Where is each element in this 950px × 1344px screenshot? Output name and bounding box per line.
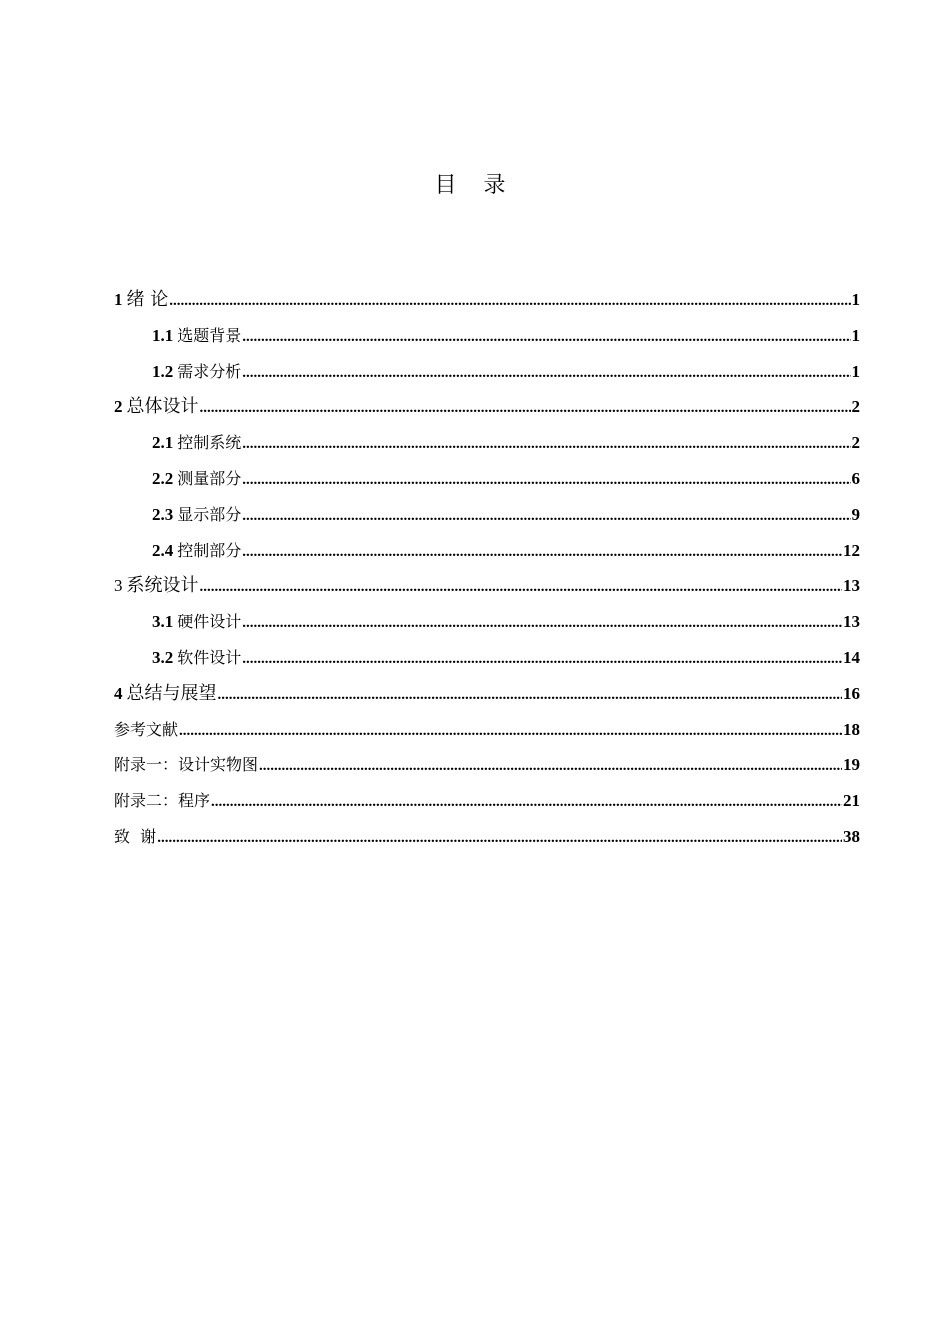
toc-entry-label: 附录一：设计实物图 (114, 755, 259, 775)
dot-leader (169, 284, 850, 320)
toc-entry-label: 附录二：程序 (114, 791, 211, 811)
dot-leader (157, 821, 842, 857)
dot-leader (242, 606, 842, 642)
toc-page-number: 13 (843, 576, 860, 596)
toc-entry-number: 2.2 (152, 468, 174, 488)
toc-entry-label: 显示部分 (177, 504, 242, 524)
toc-page-number: 1 (851, 361, 860, 381)
toc-entry-2-4[interactable] (114, 533, 860, 569)
dot-leader (242, 463, 850, 499)
dot-leader (259, 749, 842, 785)
toc-entry-number: 3 (114, 576, 123, 596)
toc-entry-1[interactable] (114, 282, 860, 318)
toc-entry-number: 1.2 (152, 361, 174, 381)
toc-entry-1-2[interactable] (114, 354, 860, 390)
dot-leader (211, 785, 842, 821)
toc-entry-1-1[interactable] (114, 318, 860, 354)
toc-entry-label: 致 谢 (114, 826, 157, 846)
toc-entry-3[interactable] (114, 568, 860, 604)
toc-entry-2-3[interactable] (114, 497, 860, 533)
toc-page-number: 9 (851, 504, 860, 524)
toc-entry-2-2[interactable] (114, 461, 860, 497)
toc-page-number: 21 (843, 791, 860, 811)
toc-entry-number: 2.3 (152, 504, 174, 524)
dot-leader (242, 320, 850, 356)
toc-entry-number: 4 (114, 683, 123, 703)
toc-entry-label: 绪 论 (126, 289, 169, 310)
toc-entry-number: 3.1 (152, 612, 174, 632)
toc-entry-number: 1 (114, 290, 123, 309)
toc-page-number: 18 (843, 719, 860, 739)
toc-page-number: 14 (843, 647, 860, 667)
toc-entry-3-1[interactable] (114, 604, 860, 640)
toc-entry-label: 测量部分 (177, 468, 242, 488)
toc-entry-label: 参考文献 (114, 719, 179, 739)
dot-leader (179, 714, 842, 750)
toc-page-number: 13 (843, 612, 860, 632)
toc-entry-number: 2 (114, 397, 123, 417)
toc-title: 目 录 (434, 173, 516, 198)
toc-entry-2[interactable] (114, 389, 860, 425)
dot-leader (200, 391, 851, 427)
dot-leader (242, 535, 842, 571)
toc-entry-label: 总体设计 (126, 396, 199, 418)
toc-page-number: 19 (843, 755, 860, 775)
toc-entry-2-1[interactable] (114, 425, 860, 461)
toc-page-number: 38 (843, 826, 860, 846)
toc-entry-appendix-2[interactable] (114, 783, 860, 819)
dot-leader (242, 499, 850, 535)
toc-entry-label: 总结与展望 (126, 682, 217, 704)
toc-entry-number: 2.4 (152, 540, 174, 560)
toc-page-number: 2 (851, 397, 860, 417)
toc-page-number: 6 (851, 468, 860, 488)
dot-leader (242, 427, 850, 463)
dot-leader (200, 570, 843, 606)
toc-page-number: 16 (843, 683, 860, 703)
toc-entry-number: 3.2 (152, 647, 174, 667)
toc-page-number: 1 (851, 290, 860, 309)
dot-leader (242, 356, 850, 392)
toc-entry-3-2[interactable] (114, 640, 860, 676)
dot-leader (242, 642, 842, 678)
toc-page-number: 1 (851, 325, 860, 345)
toc-entry-acknowledgements[interactable] (114, 819, 860, 855)
toc-entry-number: 2.1 (152, 433, 174, 453)
toc-entry-label: 硬件设计 (177, 612, 242, 632)
toc-entry-label: 系统设计 (126, 575, 199, 597)
toc-page-number: 12 (843, 540, 860, 560)
toc-entry-label: 控制部分 (177, 540, 242, 560)
toc-entry-label: 控制系统 (177, 433, 242, 453)
toc-entry-appendix-1[interactable] (114, 747, 860, 783)
toc-entry-label: 需求分析 (177, 361, 242, 381)
toc-entry-4[interactable] (114, 676, 860, 712)
dot-leader (218, 678, 843, 714)
toc-entry-label: 软件设计 (177, 647, 242, 667)
toc-entry-label: 选题背景 (177, 325, 242, 345)
toc-page-number: 2 (851, 433, 860, 453)
toc-list (114, 282, 860, 855)
toc-entry-number: 1.1 (152, 325, 174, 345)
toc-entry-references[interactable] (114, 712, 860, 748)
